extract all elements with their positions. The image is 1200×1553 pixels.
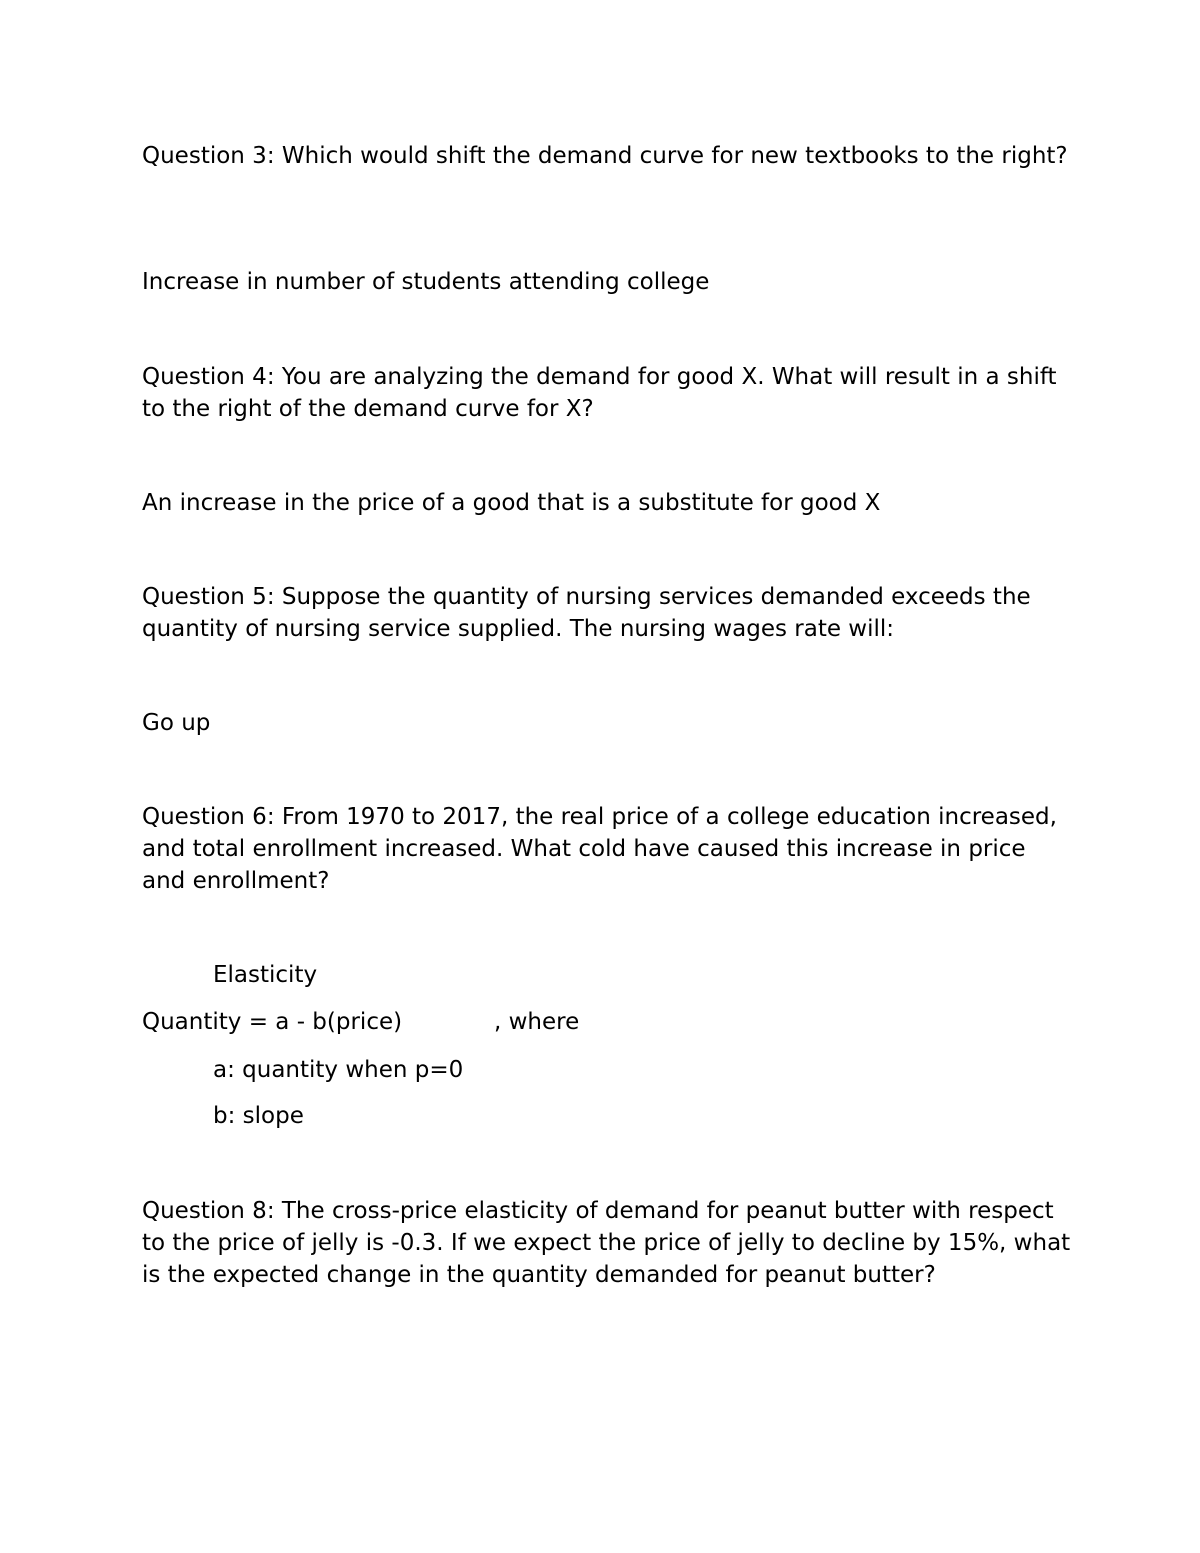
question-5-text: Question 5: Suppose the quantity of nursing services demanded exceeds the quantity of nursing service supplied. The nursing wages rate will: — [142, 584, 1031, 642]
question-4-answer: An increase in the price of a good that is a substitute for good X — [142, 490, 881, 516]
elasticity-formula-suffix: , where — [494, 1009, 580, 1035]
elasticity-formula: Quantity = a - b(price) — [142, 1009, 403, 1035]
elasticity-def-a: a: quantity when p=0 — [213, 1057, 464, 1083]
elasticity-def-b: b: slope — [213, 1103, 304, 1129]
question-3-text: Question 3: Which would shift the demand curve for new textbooks to the right? — [142, 143, 1068, 169]
question-4-text: Question 4: You are analyzing the demand for good X. What will result in a shift to the right of the demand curve for X? — [142, 364, 1057, 422]
question-6-text: Question 6: From 1970 to 2017, the real price of a college education increased, and total enrollment increased. What cold have caused this increase in price and enrollment? — [142, 804, 1057, 894]
question-3-answer: Increase in number of students attending college — [142, 269, 710, 295]
question-5-answer: Go up — [142, 710, 211, 736]
question-8-text: Question 8: The cross-price elasticity of demand for peanut butter with respect to the price of jelly is -0.3. If we expect the price of jelly to decline by 15%, what is the expected change in the quantity demanded for peanut butter? — [142, 1198, 1071, 1288]
elasticity-heading: Elasticity — [213, 962, 318, 988]
